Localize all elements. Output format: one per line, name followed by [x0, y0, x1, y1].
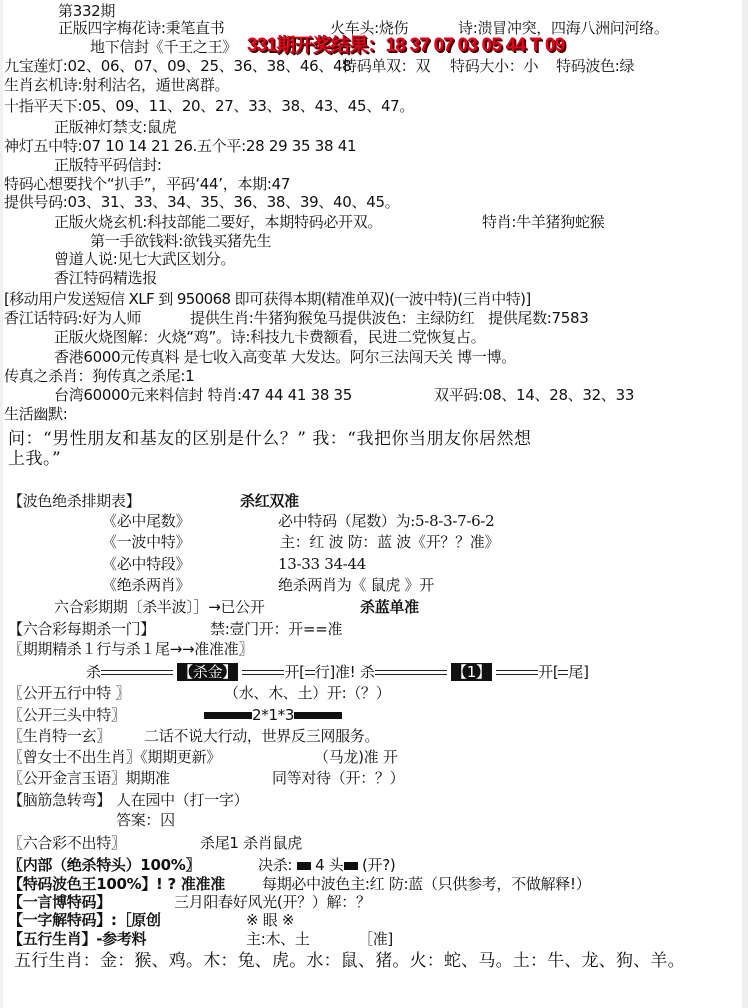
open-label: 开[	[284, 663, 305, 681]
plum-poem-label: 正版四字梅花诗:	[58, 19, 166, 37]
kill-label: 杀	[86, 663, 101, 681]
tw-envelope: 台湾60000元来料信封 特肖:47 44 41 38 35	[54, 386, 353, 404]
row-label: 行]准!	[314, 663, 356, 681]
banned-branch: 正版神灯禁支:鼠虎	[54, 118, 177, 136]
plum-poem-row	[58, 19, 224, 38]
zodiac-poem: 生肖玄机诗:射利沽名，遁世离群。	[4, 76, 230, 94]
half-wave-right: 杀蓝单准	[360, 598, 419, 616]
flat-envelope: 正版特平码信封:	[54, 156, 162, 174]
xiangjiang-report: 香江特码精选报	[54, 269, 157, 287]
double-bar	[101, 670, 173, 675]
internal-open: (开?)	[361, 856, 396, 874]
five-zodiac-value: 主:木、土	[246, 930, 310, 948]
table-row-label: 《必中特段》	[102, 555, 191, 573]
internal-row	[258, 856, 395, 875]
provided-numbers: 提供号码:03、31、33、34、35、36、38、39、40、45。	[4, 193, 400, 211]
fax-kill: 传真之杀肖：狗传真之杀尾:1	[4, 367, 195, 385]
double-bar	[375, 670, 447, 675]
kill-one-tag: 【1】	[452, 663, 491, 681]
open-label: 开[	[538, 663, 559, 681]
provide-tail: 提供尾数:7583	[488, 309, 589, 327]
poem-label: 诗:	[458, 19, 478, 37]
wave-king-value: 每期必中波色主:红 防:蓝（只供参考，不做解释!）	[262, 875, 591, 893]
riddle-question: 人在园中（打一字）	[116, 791, 249, 809]
double-bar	[496, 670, 538, 675]
kill-line	[86, 663, 589, 682]
train-head-value: 烧伤	[378, 19, 409, 37]
jiubao-lamp: 九宝莲灯:02、06、07、09、25、36、38、46、48	[4, 57, 352, 75]
ten-fingers: 十指平天下:05、09、11、20、27、33、38、43、45、47。	[4, 97, 415, 115]
fire-diagram: 正版火烧图解：火烧“鸡”。诗:科技九卡费额看，民进二党恢复占。	[54, 328, 486, 346]
table-row-value: 主：红 波 防：蓝 波《开？？准》	[280, 533, 500, 551]
five-zodiac-reference: 五行生肖：金：猴、鸡。木：兔、虎。水：鼠、猪。火：蛇、马。土：牛、龙、狗、羊。	[14, 951, 685, 971]
five-zodiac-tag: ［准]	[358, 930, 393, 948]
table-row-label: 《必中尾数》	[102, 512, 191, 530]
joke-line-2: 上我。”	[8, 449, 62, 469]
internal-num: 4 头	[315, 856, 344, 874]
one-word-value: 三月阳春好风光(开？）解：？	[174, 893, 371, 911]
one-char-value: ※ 眼 ※	[246, 911, 295, 929]
black-bar-icon	[344, 862, 358, 870]
black-bar-icon	[204, 712, 252, 719]
plum-poem-value: 秉笔直书	[165, 19, 225, 37]
double-bar	[558, 670, 568, 675]
hk-fax: 香港6000元传真料 是七收入高变革 大发达。阿尔三法闯天关 博一博。	[54, 348, 516, 366]
issue-number: 第332期	[58, 2, 116, 20]
five-zodiac-label: 【五行生肖】-参考料	[8, 930, 147, 948]
table-title-right: 杀红双准	[240, 492, 299, 510]
zodiac-one-label: 〖生肖特一玄〗	[8, 727, 111, 745]
one-word-label: 【一言博特码】	[8, 893, 111, 911]
train-head-label: 火车头:	[330, 19, 379, 37]
table-row-value: 必中特码（尾数）为:5-8-3-7-6-2	[278, 512, 495, 530]
ms-zeng-label: 〖曾女士不出生肖〗《期期更新》	[8, 748, 222, 766]
table-title: 【波色绝杀排期表】	[8, 492, 141, 510]
kill-row-tail: 〖期期精杀１行与杀１尾→→准准准〗	[8, 640, 254, 658]
double-flat: 双平码:08、14、28、32、33	[434, 386, 635, 404]
three-heads-value: 2*1*3	[252, 706, 295, 724]
sms-promo: [移动用户发送短信 XLF 到 950068 即可获得本期(精准单双)(一波中特)(三肖中特)]	[4, 290, 531, 308]
table-row-value: 绝杀两肖为《 鼠虎 》开	[278, 576, 434, 594]
black-bar-icon	[294, 712, 342, 719]
three-heads-label: 〖公开三头中特〗	[8, 706, 126, 724]
three-heads-row	[204, 706, 342, 725]
double-bar	[242, 670, 284, 675]
riddle-answer: 答案：囚	[116, 811, 175, 829]
special-zodiac: 特肖:牛羊猪狗蛇猴	[482, 213, 605, 231]
internal-label: 〖内部（绝杀特头）100%〗	[8, 856, 201, 874]
handle-line: 特码心想要找个“扒手”，平码‘44’，本期:47	[4, 175, 291, 193]
page-left-edge	[0, 0, 3, 1008]
no-special-value: 杀尾1 杀肖鼠虎	[200, 834, 302, 852]
result-banner: 331期开奖结果：18 37 07 03 05 44 T 09	[247, 35, 565, 56]
no-special-label: 〖六合彩不出特〗	[8, 834, 126, 852]
half-wave: 六合彩期期〔杀半波〕］→已公开	[54, 598, 265, 616]
ms-zeng-value: （马龙)准 开	[314, 748, 398, 766]
zeng-says: 曾道人说:见七大武区划分。	[54, 250, 236, 268]
single-double: 特码单双：双	[342, 57, 431, 75]
one-char-label: 【一字解特码】:［原创	[8, 911, 161, 929]
joke-line-1: 问：“男性朋友和基友的区别是什么？” 我：“我把你当朋友你居然想	[8, 429, 532, 449]
double-bar	[305, 670, 315, 675]
riddle-label: 【脑筋急转弯】	[8, 791, 111, 809]
table-row-label: 《绝杀两肖》	[102, 576, 191, 594]
wave-color: 特码波色:绿	[556, 57, 635, 75]
table-row-value: 13-33 34-44	[278, 555, 366, 573]
kill-door-label: 【六合彩每期杀一门】	[8, 620, 156, 638]
black-bar-icon	[297, 862, 311, 870]
envelope-label: 地下信封《千王之王》	[90, 38, 238, 56]
kill-label: 杀	[359, 663, 375, 681]
provide-color: 提供波色：主绿防红	[342, 309, 475, 327]
poem-value: 溃冒冲突，四海八洲问河络。	[477, 19, 669, 37]
five-elements-label: 〖公开五行中特 〗	[8, 684, 131, 702]
lamp-five: 神灯五中特:07 10 14 21 26.五个平:28 29 35 38 41	[4, 137, 357, 155]
kill-gold-tag: 【杀金】	[178, 663, 237, 681]
humor-label: 生活幽默:	[4, 405, 68, 423]
zodiac-one-value: 二话不说大行动，世界反三网服务。	[144, 727, 380, 745]
fire-mystery: 正版火烧玄机:科技部能二要好，本期特码必开双。	[54, 213, 383, 231]
first-hand: 第一手欲钱料:欲钱买猪先生	[90, 232, 272, 250]
big-small: 特码大小：小	[450, 57, 539, 75]
xiangjiang-talk: 香江话特码:好为人师	[4, 309, 142, 327]
five-elements-value: （水、木、土）开:（？）	[224, 684, 391, 702]
internal-kill: 决杀:	[258, 856, 293, 874]
table-row-label: 《一波中特》	[102, 533, 191, 551]
tail-label: 尾]	[568, 663, 589, 681]
golden-words-label: 〖公开金言玉语〗期期准	[8, 769, 170, 787]
page-scrollbar-track[interactable]	[742, 0, 748, 1008]
golden-words-value: 同等对待（开：？）	[272, 769, 405, 787]
wave-king-label: 【特码波色王100%】! ? 准准准	[8, 875, 225, 893]
provide-zodiac: 提供生肖:牛猪狗猴兔马	[190, 309, 342, 327]
kill-door-value: 禁:壹门开：开==准	[210, 620, 343, 638]
